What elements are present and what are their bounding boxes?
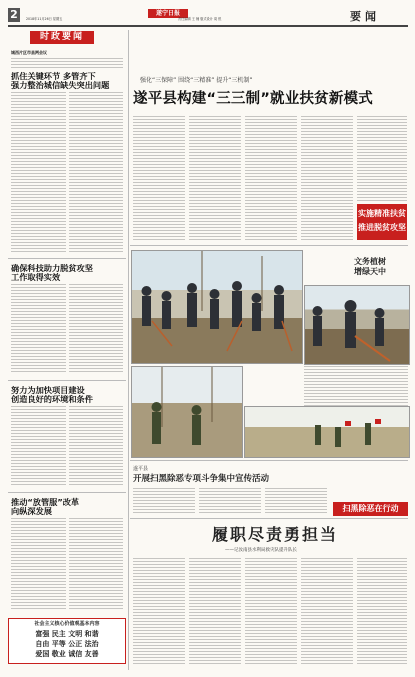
feature-title: 履职尽责勇担当 <box>211 525 338 544</box>
soldiers-photo <box>131 366 243 458</box>
section-title: 要闻 <box>350 10 380 23</box>
anti-gang-stamp: 扫黑除恶在行动 <box>333 502 408 516</box>
tree-planting-photo-right <box>304 285 410 365</box>
field-photo <box>244 406 410 458</box>
page-header <box>8 8 408 24</box>
feature-body <box>357 558 407 666</box>
article-body <box>69 518 123 610</box>
article-title-1: 城西片区市县两会议 <box>11 50 47 55</box>
bottom-headline: 开展扫黑除恶专项斗争集中宣传活动 <box>133 474 270 484</box>
feature-body <box>245 558 297 666</box>
politics-banner: 时政要闻 <box>30 31 94 44</box>
core-values-box <box>8 618 126 664</box>
article-body <box>11 518 66 610</box>
photo-caption-body <box>304 366 408 406</box>
core-values-line: 爱国 敬业 诚信 友善 <box>35 650 99 658</box>
article-body <box>69 406 123 486</box>
photo-caption-line: 增绿天中 <box>354 267 386 276</box>
bottom-body <box>199 488 261 514</box>
bottom-body <box>265 488 327 514</box>
masthead-logo: 遂宁日报 <box>148 9 188 18</box>
poverty-side-line: 实施精准扶贫 <box>358 209 406 218</box>
photo-caption-line: 文务植树 <box>354 257 386 266</box>
lead-body <box>245 116 297 241</box>
lead-body <box>301 116 353 241</box>
feature-body <box>189 558 241 666</box>
tree-planting-photo-main <box>131 250 303 364</box>
editor-line: 责任编辑 王 楠 版式设计 周 悦 <box>178 17 222 21</box>
poverty-side-box <box>357 204 407 240</box>
article-body <box>69 92 123 252</box>
poverty-side-line: 推进脱贫攻坚 <box>358 223 406 232</box>
article-body <box>11 406 66 486</box>
bottom-kicker: 遂平县 <box>133 466 149 472</box>
bottom-body <box>133 488 195 514</box>
core-values-line: 自由 平等 公正 法治 <box>35 640 99 648</box>
page-number: 2 <box>8 8 20 22</box>
article-title-3: 确保科技助力脱贫攻坚 工作取得实效 <box>11 263 93 282</box>
header-rule <box>8 25 408 27</box>
core-values-title: 社会主义核心价值观基本内容 <box>34 621 100 627</box>
feature-subtitle: ——记汝南县水利局救灾队提升队长 <box>225 548 297 553</box>
date-line: 2018年11月26日 星期五 <box>26 17 63 21</box>
feature-body <box>133 558 185 666</box>
article-title-5: 推动“放管服”改革 向纵深发展 <box>11 497 80 516</box>
article-body <box>11 284 66 374</box>
lead-body <box>133 116 185 241</box>
lead-body <box>357 116 407 201</box>
article-body <box>11 58 123 68</box>
photo-caption-title <box>340 257 400 277</box>
core-values-line: 富强 民主 文明 和谐 <box>35 630 99 638</box>
lead-kicker: 强化“三保障” 围绕“三精准” 提升“三机制” <box>140 77 253 84</box>
lead-headline: 遂平县构建“三三制”就业扶贫新模式 <box>133 91 373 107</box>
feature-body <box>301 558 353 666</box>
article-title-4: 努力为加快项目建设 创造良好的环境和条件 <box>11 385 93 404</box>
article-body <box>11 92 66 252</box>
left-column <box>8 30 126 670</box>
article-body <box>69 284 123 374</box>
lead-body <box>189 116 241 241</box>
article-title-2: 抓住关键环节 多管齐下 强力整治城信缺失突出问题 <box>11 71 110 90</box>
